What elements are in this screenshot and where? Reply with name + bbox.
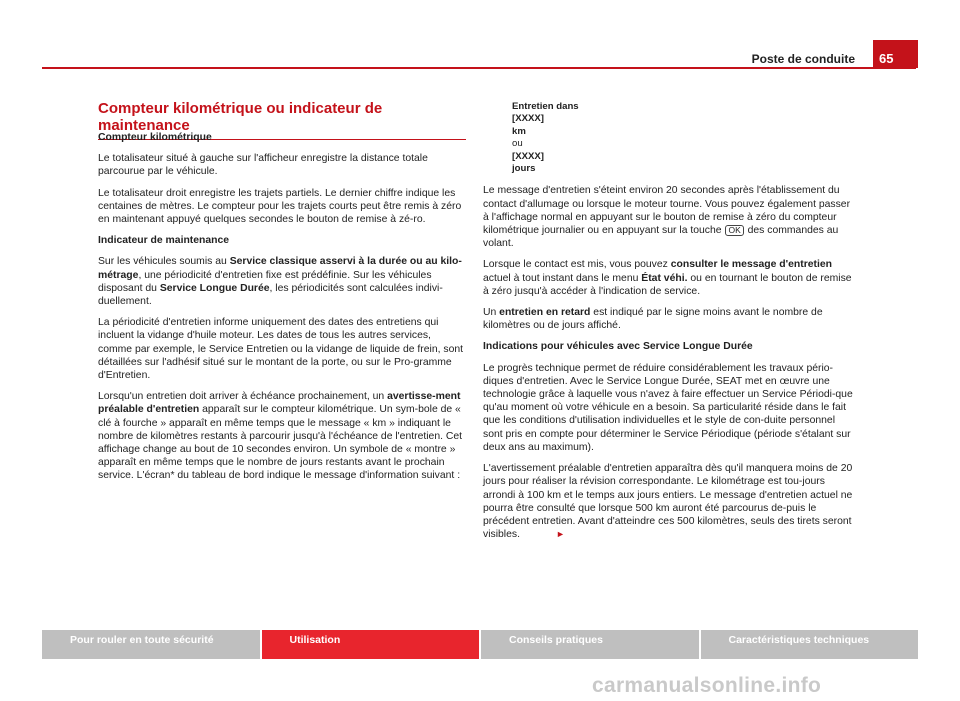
- text: apparaît sur le compteur kilométrique. Un sym-bole de « clé à fourche » apparaît en même temps que le message « km » indiquant le nombre de kilomètres restants à parcourir jusqu'à l'échéance de l'entretien. Cet affichage change au bout de 10 secondes environ. Un symbole de « montre » apparaît en même temps que le nombre de jours restants avant le prochain service. L'écran* du tableau de bord indique le message d'information suivant :: [98, 404, 463, 482]
- paragraph: [98, 255, 466, 308]
- paragraph: Le totalisateur situé à gauche sur l'afficheur enregistre la distance totale parcourue par le véhicule.: [98, 153, 428, 178]
- paragraph: [483, 462, 853, 541]
- text: ou en tournant le bouton de remise à zéro jusqu'à accéder à l'indication de service.: [483, 272, 852, 297]
- paragraph: Le totalisateur droit enregistre les trajets partiels. Le dernier chiffre indique les centaines de mètres. Le compteur pour les trajets courts peut être remis à zéro en maintenant appuyé quelques secondes le bouton de remise à zé-ro.: [98, 187, 462, 226]
- paragraph: [98, 390, 466, 482]
- display-line: ou: [512, 138, 523, 150]
- tab-technical-data[interactable]: Caractéristiques techniques: [701, 630, 919, 659]
- text: actuel à tout instant dans le menu: [483, 272, 642, 284]
- bold-text: avertisse-ment préalable d'entretien: [98, 391, 461, 416]
- text: , une périodicité d'entretien fixe est prédéfinie. Sur les véhicules disposant du: [98, 269, 432, 294]
- right-column: [483, 101, 853, 549]
- text: Lorsqu'un entretien doit arriver à échéance prochainement, un: [98, 391, 388, 403]
- bold-text: entretien en retard: [499, 307, 591, 319]
- left-column: [98, 131, 466, 491]
- ok-key-icon: OK: [725, 225, 743, 236]
- watermark: carmanualsonline.info: [592, 674, 822, 697]
- bold-text: consulter le message d'entretien: [670, 259, 832, 271]
- text: Sur les véhicules soumis au: [98, 256, 230, 268]
- text: des commandes au volant.: [483, 225, 839, 250]
- bold-text: État véhi.: [641, 272, 688, 284]
- tab-operation[interactable]: Utilisation: [262, 630, 480, 659]
- display-line: Entretien dans: [512, 101, 579, 112]
- bold-text: Service classique asservi à la durée ou au kilo-métrage: [98, 256, 462, 281]
- paragraph: Le progrès technique permet de réduire considérablement les travaux pério-diques d'entretien. Avec le Service Longue Durée, SEAT met en œuvre une technologie grâce à laquelle vous n'avez à faire effectuer un Service Périodi-que qu'au moment où votre véhicule en a besoin. Sa particularité réside dans le fait que les conditions d'utilisation individuelles et le style de con-duite personnel sont pris en compte pour déterminer le Service Périodique (période s'étalant sur deux ans au maximum).: [483, 362, 853, 453]
- tab-practical-tips[interactable]: Conseils pratiques: [481, 630, 699, 659]
- display-line: [XXXX]: [512, 150, 544, 162]
- paragraph: [483, 306, 853, 332]
- text: Lorsque le contact est mis, vous pouvez: [483, 259, 671, 271]
- paragraph: La périodicité d'entretien informe uniquement des dates des entretiens qui incluent la vidange d'huile moteur. Les dates de tous les autres services, comme par exemple, le Service Entretien ou la vidange de liquide de frein, sont détaillées sur l'adhésif situé sur le montant de la porte, ou sur le Pro-gramme d'Entretien.: [98, 317, 464, 382]
- header-rule: [42, 67, 916, 69]
- running-title: Poste de conduite: [751, 52, 855, 66]
- subheading-maintenance: Indicateur de maintenance: [98, 235, 230, 247]
- text: L'avertissement préalable d'entretien apparaîtra dès qu'il manquera moins de 20 jours pour réaliser la révision correspondante. Le kilométrage est tou-jours arrondi à 100 km et le temps aux jours entiers. Le message d'entretien actuel ne pourra être consulté que lorsque 500 km auront été parcourus de-puis le précédent entretien. Avant d'atteindre ces 500 kilomètres, seuls des tirets seront visibles.: [483, 463, 853, 541]
- bold-text: Service Longue Durée: [159, 282, 270, 294]
- section-title: Compteur kilométrique ou indicateur de maintenance: [98, 100, 466, 140]
- text: Le message d'entretien s'éteint environ 20 secondes après l'établissement du contact d'allumage ou lorsque le moteur tourne. Vous pouvez également passer à l'affichage normal en appuyant sur le bouton de remise à zéro du compteur kilométrique journalier ou en appuyant sur la touche: [483, 185, 851, 237]
- text: , les périodicités sont calculées indivi-duellement.: [98, 282, 443, 308]
- tab-safety[interactable]: Pour rouler en toute sécurité: [42, 630, 260, 659]
- footer-nav: [42, 630, 918, 659]
- subheading-odometer: Compteur kilométrique: [98, 132, 212, 143]
- paragraph: [483, 184, 853, 250]
- text: Un: [483, 307, 500, 319]
- display-line: jours: [512, 163, 536, 175]
- page-number: 65: [873, 40, 918, 68]
- paragraph: [483, 258, 853, 298]
- continue-arrow-icon: ►: [555, 529, 565, 540]
- text: est indiqué par le signe moins avant le nombre de kilomètres ou de jours affiché.: [483, 307, 823, 332]
- display-message: [512, 101, 853, 175]
- display-line: [XXXX]: [512, 113, 544, 125]
- display-line: km: [512, 125, 526, 137]
- subheading-longlife: Indications pour véhicules avec Service Longue Durée: [483, 341, 753, 353]
